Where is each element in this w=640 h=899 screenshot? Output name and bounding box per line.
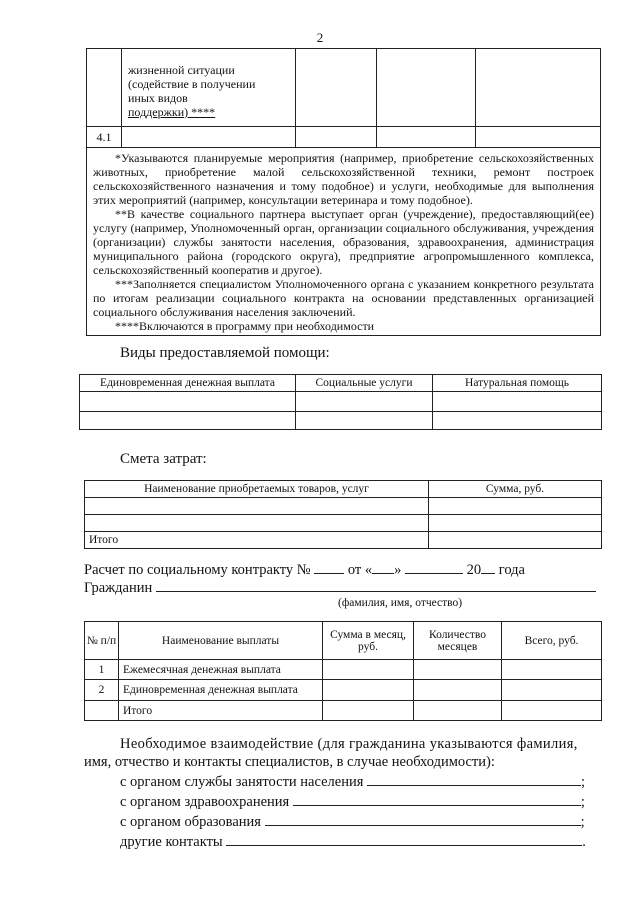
contract-number-field[interactable] bbox=[314, 559, 344, 574]
table-cell bbox=[414, 701, 502, 721]
table-cell bbox=[476, 127, 601, 148]
citizen-line bbox=[84, 577, 602, 597]
col-header-total: Всего, руб. bbox=[502, 622, 602, 660]
table-cell bbox=[80, 392, 296, 412]
table-cell bbox=[429, 515, 602, 532]
citizen-hint: (фамилия, имя, отчество) bbox=[338, 597, 463, 609]
interaction-intro-2: имя, отчество и контакты специалистов, в случае необходимости): bbox=[84, 754, 495, 770]
table-cell bbox=[414, 660, 502, 680]
year-suffix: года bbox=[498, 562, 525, 578]
row-num: 2 bbox=[85, 680, 119, 701]
table-cell bbox=[122, 127, 296, 148]
estimate-table bbox=[84, 480, 602, 549]
contact-label: с органом здравоохранения bbox=[120, 794, 290, 810]
measure-line-2: (содействие в получении bbox=[128, 77, 256, 91]
table-cell bbox=[296, 49, 377, 127]
table-row bbox=[85, 701, 602, 721]
footnote-1: *Указываются планируемые мероприятия (например, приобретение сельскохозяйственных животных, приобретение малой сельскохозяйственной техники, ремонт построек сельскохозяйственного назначения и тому подобное) и услуги, необходимые для выполнения этих мероприятий (например, консультации ветеринара и тому подобное). bbox=[93, 151, 594, 207]
calc-quote-close: » bbox=[394, 562, 402, 578]
table-cell bbox=[414, 680, 502, 701]
table-cell bbox=[323, 701, 414, 721]
col-header-goods: Наименование приобретаемых товаров, услуг bbox=[85, 481, 429, 498]
estimate-heading: Смета затрат: bbox=[120, 451, 207, 467]
row-payment-name: Единовременная денежная выплата bbox=[119, 680, 323, 701]
table-cell bbox=[87, 49, 122, 127]
table-cell bbox=[429, 498, 602, 515]
footnotes bbox=[87, 148, 601, 336]
payments-table bbox=[84, 621, 602, 721]
table-row bbox=[85, 680, 602, 701]
citizen-name-field[interactable] bbox=[156, 577, 596, 592]
col-header-payment-name: Наименование выплаты bbox=[119, 622, 323, 660]
table-cell bbox=[377, 49, 476, 127]
measure-cell bbox=[122, 49, 296, 127]
table-cell bbox=[323, 680, 414, 701]
table-cell bbox=[476, 49, 601, 127]
table-cell bbox=[296, 127, 377, 148]
table-cell bbox=[502, 660, 602, 680]
table-cell bbox=[377, 127, 476, 148]
col-header-lump-sum: Единовременная денежная выплата bbox=[80, 375, 296, 392]
table-cell bbox=[429, 532, 602, 549]
table-cell bbox=[433, 412, 602, 430]
interaction-block bbox=[84, 735, 602, 851]
row-num: 1 bbox=[85, 660, 119, 680]
contact-end: ; bbox=[580, 794, 585, 810]
calc-line bbox=[84, 559, 602, 579]
table-cell bbox=[85, 701, 119, 721]
year-field[interactable] bbox=[481, 559, 495, 574]
table-cell bbox=[85, 515, 429, 532]
estimate-total-label: Итого bbox=[85, 532, 429, 549]
col-header-monthly: Сумма в месяц, руб. bbox=[323, 622, 414, 660]
contact-row-health bbox=[84, 791, 602, 811]
day-field[interactable] bbox=[372, 559, 394, 574]
contact-end: ; bbox=[580, 814, 585, 830]
table-cell bbox=[296, 392, 433, 412]
education-contact-field[interactable] bbox=[265, 811, 581, 826]
col-header-sum: Сумма, руб. bbox=[429, 481, 602, 498]
col-header-social-services: Социальные услуги bbox=[296, 375, 433, 392]
contact-label: с органом службы занятости населения bbox=[120, 774, 364, 790]
health-contact-field[interactable] bbox=[293, 791, 581, 806]
row-number: 4.1 bbox=[87, 127, 122, 148]
footnote-4: ****Включаются в программу при необходимости bbox=[115, 319, 375, 333]
month-field[interactable] bbox=[405, 559, 463, 574]
assistance-heading: Виды предоставляемой помощи: bbox=[120, 345, 330, 361]
interaction-intro-1: Необходимое взаимодействие (для гражданина указываются фамилия, bbox=[120, 736, 578, 752]
calc-from: от « bbox=[347, 562, 373, 578]
table-cell bbox=[502, 680, 602, 701]
footnote-2: **В качестве социального партнера выступает орган (учреждение), предоставляющий(ее) услугу (например, Уполномоченный орган, организации социального обслуживания, учреждения (организации) службы занятости населения, образования, здравоохранения, администрация муниципального района (городского округа), предприятие агропромышленного комплекса, сельскохозяйственный кооператив и другое). bbox=[93, 207, 594, 277]
table-cell bbox=[323, 660, 414, 680]
measure-line-3: иных видов bbox=[128, 91, 188, 105]
table-cell bbox=[85, 498, 429, 515]
page-number: 2 bbox=[316, 30, 324, 45]
col-header-natural-aid: Натуральная помощь bbox=[433, 375, 602, 392]
col-header-num: № п/п bbox=[85, 622, 119, 660]
table-cell bbox=[433, 392, 602, 412]
contact-end: ; bbox=[581, 774, 586, 790]
contact-row-other bbox=[84, 831, 602, 851]
table-cell bbox=[80, 412, 296, 430]
employment-contact-field[interactable] bbox=[367, 771, 581, 786]
measure-line-1: жизненной ситуации bbox=[128, 63, 235, 77]
table-cell bbox=[296, 412, 433, 430]
row-payment-name: Ежемесячная денежная выплата bbox=[119, 660, 323, 680]
table-row bbox=[85, 660, 602, 680]
program-table-continuation bbox=[86, 48, 601, 336]
table-cell bbox=[502, 701, 602, 721]
footnote-3: ***Заполняется специалистом Уполномоченного органа с указанием конкретного результата по итогам реализации социального контракта на основании представленных организацией социального обслуживания населения заключений. bbox=[93, 277, 594, 319]
measure-line-4: поддержки) **** bbox=[128, 105, 216, 119]
payments-total-label: Итого bbox=[119, 701, 323, 721]
contact-row-education bbox=[84, 811, 602, 831]
calc-prefix: Расчет по социальному контракту № bbox=[84, 562, 311, 578]
contact-row-employment bbox=[84, 771, 602, 791]
year-prefix: 20 bbox=[466, 562, 482, 578]
contact-end: . bbox=[582, 834, 586, 850]
col-header-months: Количество месяцев bbox=[414, 622, 502, 660]
citizen-label: Гражданин bbox=[84, 580, 153, 596]
contact-label: с органом образования bbox=[120, 814, 261, 830]
other-contact-field[interactable] bbox=[226, 831, 582, 846]
assistance-table bbox=[79, 374, 602, 430]
contact-label: другие контакты bbox=[120, 834, 223, 850]
